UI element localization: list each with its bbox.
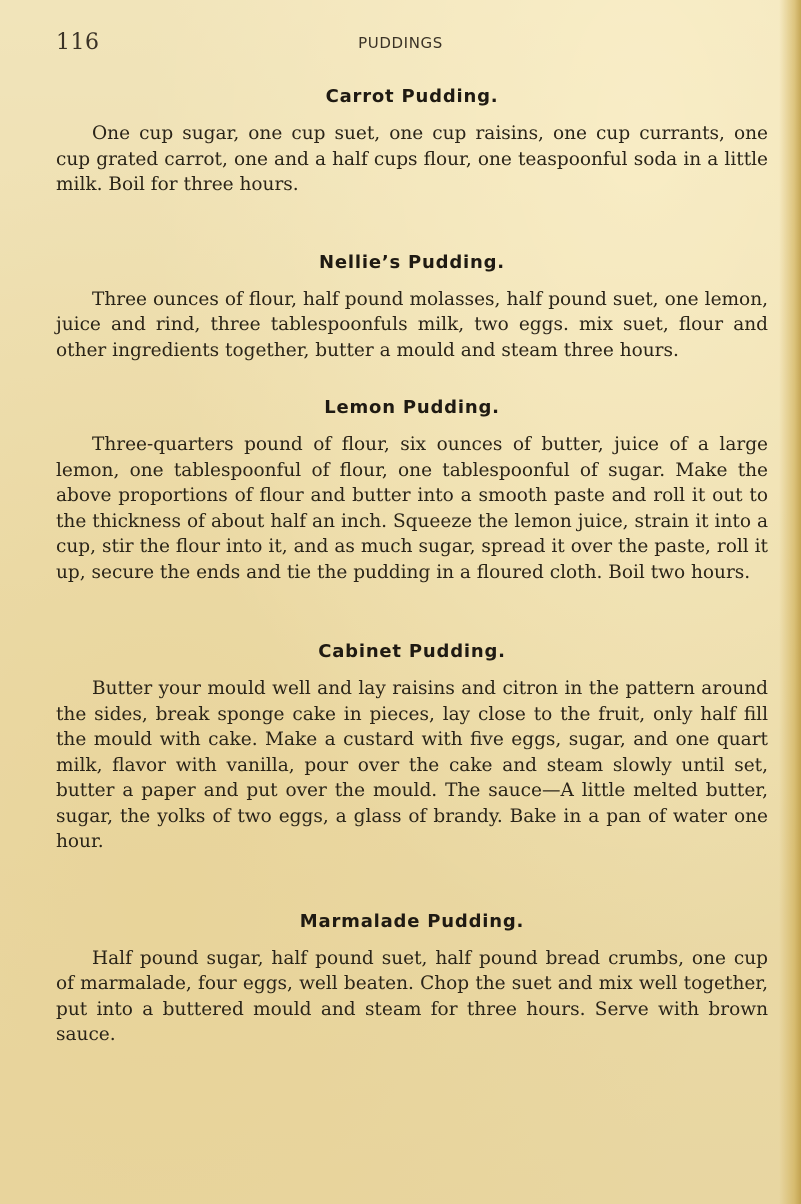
recipe-body: Three ounces of flour, half pound molasses, half pound suet, one lemon, juice and rind, three tablespoonfuls milk, two eggs. mix suet, flour and other ingredients together, butter a mould and steam three hours. — [56, 288, 768, 361]
recipe-body: One cup sugar, one cup suet, one cup raisins, one cup currants, one cup grated carrot, one and a half cups flour, one teaspoonful soda in a little milk. Boil for three hours. — [56, 123, 768, 195]
page-edge-shadow — [779, 0, 801, 1204]
recipe-carrot-pudding — [56, 86, 768, 198]
recipe-body: Half pound sugar, half pound suet, half pound bread crumbs, one cup of marmalade, four eggs, well beaten. Chop the suet and mix well together, put into a buttered mould and steam for three hours. Serve with brown sauce. — [56, 947, 768, 1045]
recipe-title: Carrot Pudding. — [325, 86, 499, 107]
recipe-marmalade-pudding — [56, 911, 768, 1048]
recipe-body: Three-quarters pound of flour, six ounces of butter, juice of a large lemon, one tablespoonful of flour, one tablespoonful of sugar. Make the above proportions of flour and butter into a smooth paste and roll it out to the thickness of about half an inch. Squeeze the lemon juice, strain it into a cup, stir the flour into it, and as much sugar, spread it over the paste, roll it up, secure the ends and tie the pudding in a floured cloth. Boil two hours. — [56, 434, 768, 583]
recipe-lemon-pudding — [56, 397, 768, 585]
recipe-title: Marmalade Pudding. — [299, 910, 525, 932]
recipe-cabinet-pudding — [56, 641, 768, 855]
page-content — [56, 78, 768, 1048]
recipe-title: Lemon Pudding. — [324, 397, 500, 418]
recipe-body: Butter your mould well and lay raisins and citron in the pattern around the sides, break sponge cake in pieces, lay close to the fruit, only half fill the mould with cake. Make a custard with five eggs, sugar, and one quart milk, flavor with vanilla, pour over the cake and steam slowly until set, butter a paper and put over the mould. The sauce—A little melted butter, sugar, the yolks of two eggs, a glass of brandy. Bake in a pan of water one hour. — [56, 678, 768, 852]
page-number: 116 — [56, 30, 100, 55]
recipe-title: Nellie’s Pudding. — [319, 251, 505, 273]
recipe-title: Cabinet Pudding. — [318, 641, 506, 662]
running-head: PUDDINGS — [358, 34, 443, 52]
recipe-nellies-pudding — [56, 252, 768, 364]
